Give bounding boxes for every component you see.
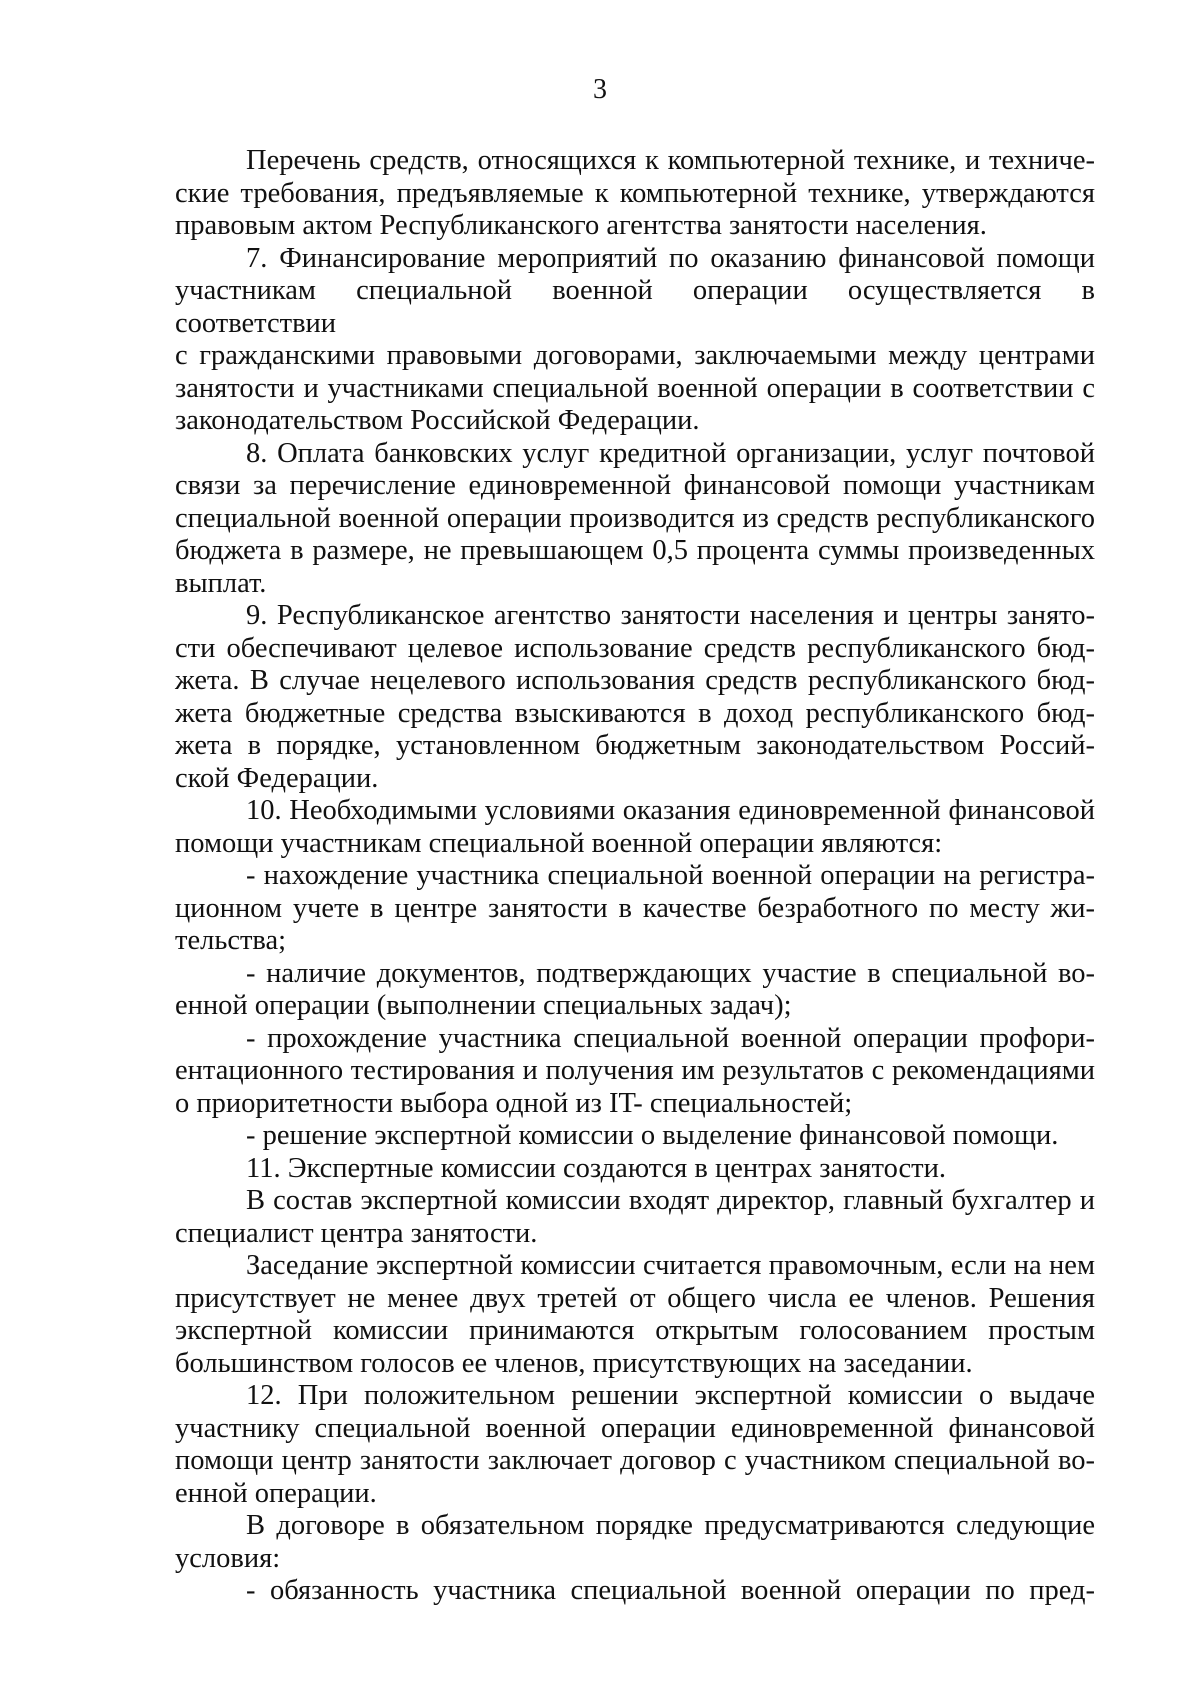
- text-line: участникам специальной военной операции осуществляется в соответствии: [175, 275, 1095, 339]
- list-item: [175, 860, 1095, 958]
- text-line: - прохождение участника специальной военной операции профори-: [246, 1022, 1095, 1054]
- text-line: жета бюджетные средства взыскиваются в доход республиканского бюд-: [175, 697, 1095, 729]
- text-line: занятости и участниками специальной военной операции в соответствии с: [175, 372, 1095, 404]
- paragraph: [175, 1153, 1095, 1186]
- text-line: тельства;: [175, 925, 287, 956]
- text-line: - нахождение участника специальной военной операции на регистра-: [246, 860, 1095, 891]
- document-body: [175, 145, 1095, 1608]
- text-line: с гражданскими правовыми договорами, заключаемыми между центрами: [175, 340, 1095, 371]
- text-line: енной операции (выполнении специальных задач);: [175, 990, 792, 1021]
- text-line: 10. Необходимыми условиями оказания единовременной финансовой: [246, 795, 1095, 826]
- text-line: бюджета в размере, не превышающем 0,5 процента суммы произведенных: [175, 535, 1095, 566]
- paragraph: [175, 1250, 1095, 1380]
- paragraph: [175, 600, 1095, 795]
- text-line: специалист центра занятости.: [175, 1217, 538, 1249]
- text-line: 8. Оплата банковских услуг кредитной организации, услуг почтовой: [246, 437, 1095, 469]
- text-line: связи за перечисление единовременной финансовой помощи участникам: [175, 470, 1095, 501]
- text-line: - решение экспертной комиссии о выделение финансовой помощи.: [246, 1120, 1059, 1151]
- text-line: большинством голосов ее членов, присутствующих на заседании.: [175, 1347, 973, 1379]
- text-line: жета. В случае нецелевого использования средств республиканского бюд-: [175, 665, 1095, 696]
- text-line: 9. Республиканское агентство занятости населения и центры занято-: [246, 600, 1095, 631]
- text-line: сти обеспечивают целевое использование средств республиканского бюд-: [175, 632, 1095, 664]
- text-line: 11. Экспертные комиссии создаются в центрах занятости.: [246, 1152, 947, 1184]
- text-line: присутствует не менее двух третей от общего числа ее членов. Решения: [175, 1282, 1095, 1314]
- text-line: помощи участникам специальной военной операции являются:: [175, 827, 943, 859]
- list-item: [175, 1023, 1095, 1121]
- paragraph: [175, 795, 1095, 860]
- text-line: о приоритетности выбора одной из IT- специальностей;: [175, 1087, 853, 1119]
- text-line: В договоре в обязательном порядке предусматриваются следующие: [246, 1510, 1095, 1541]
- text-line: ентационного тестирования и получения им результатов с рекомендациями: [175, 1055, 1095, 1086]
- text-line: помощи центр занятости заключает договор с участником специальной во-: [175, 1445, 1095, 1476]
- paragraph: [175, 438, 1095, 601]
- text-line: В состав экспертной комиссии входят директор, главный бухгалтер и: [246, 1185, 1095, 1216]
- text-line: - наличие документов, подтверждающих участие в специальной во-: [246, 957, 1095, 989]
- page-number: 3: [593, 74, 607, 105]
- paragraph: [175, 1510, 1095, 1575]
- paragraph: [175, 1185, 1095, 1250]
- text-line: енной операции.: [175, 1477, 377, 1509]
- list-item: [175, 958, 1095, 1023]
- paragraph: [175, 145, 1095, 243]
- text-line: правовым актом Республиканского агентства занятости населения.: [175, 210, 987, 241]
- text-line: ционном учете в центре занятости в качестве безработного по месту жи-: [175, 892, 1095, 924]
- text-line: - обязанность участника специальной военной операции по пред-: [246, 1575, 1095, 1606]
- text-line: ские требования, предъявляемые к компьютерной технике, утверждаются: [175, 177, 1095, 209]
- text-line: 7. Финансирование мероприятий по оказанию финансовой помощи: [246, 242, 1095, 274]
- text-line: экспертной комиссии принимаются открытым голосованием простым: [175, 1315, 1095, 1346]
- text-line: Заседание экспертной комиссии считается правомочным, если на нем: [246, 1250, 1095, 1281]
- text-line: ской Федерации.: [175, 762, 379, 794]
- list-item: [175, 1120, 1095, 1153]
- text-line: условия:: [175, 1542, 281, 1574]
- text-line: участнику специальной военной операции единовременной финансовой: [175, 1412, 1095, 1444]
- text-line: 12. При положительном решении экспертной комиссии о выдаче: [246, 1380, 1095, 1411]
- paragraph: [175, 243, 1095, 438]
- text-line: жета в порядке, установленном бюджетным законодательством Россий-: [175, 730, 1095, 761]
- paragraph: [175, 1380, 1095, 1510]
- text-line: выплат.: [175, 567, 267, 599]
- text-line: специальной военной операции производится из средств республиканского: [175, 502, 1095, 534]
- text-line: законодательством Российской Федерации.: [175, 405, 700, 436]
- text-line: Перечень средств, относящихся к компьютерной технике, и техниче-: [246, 145, 1095, 176]
- list-item: [175, 1575, 1095, 1608]
